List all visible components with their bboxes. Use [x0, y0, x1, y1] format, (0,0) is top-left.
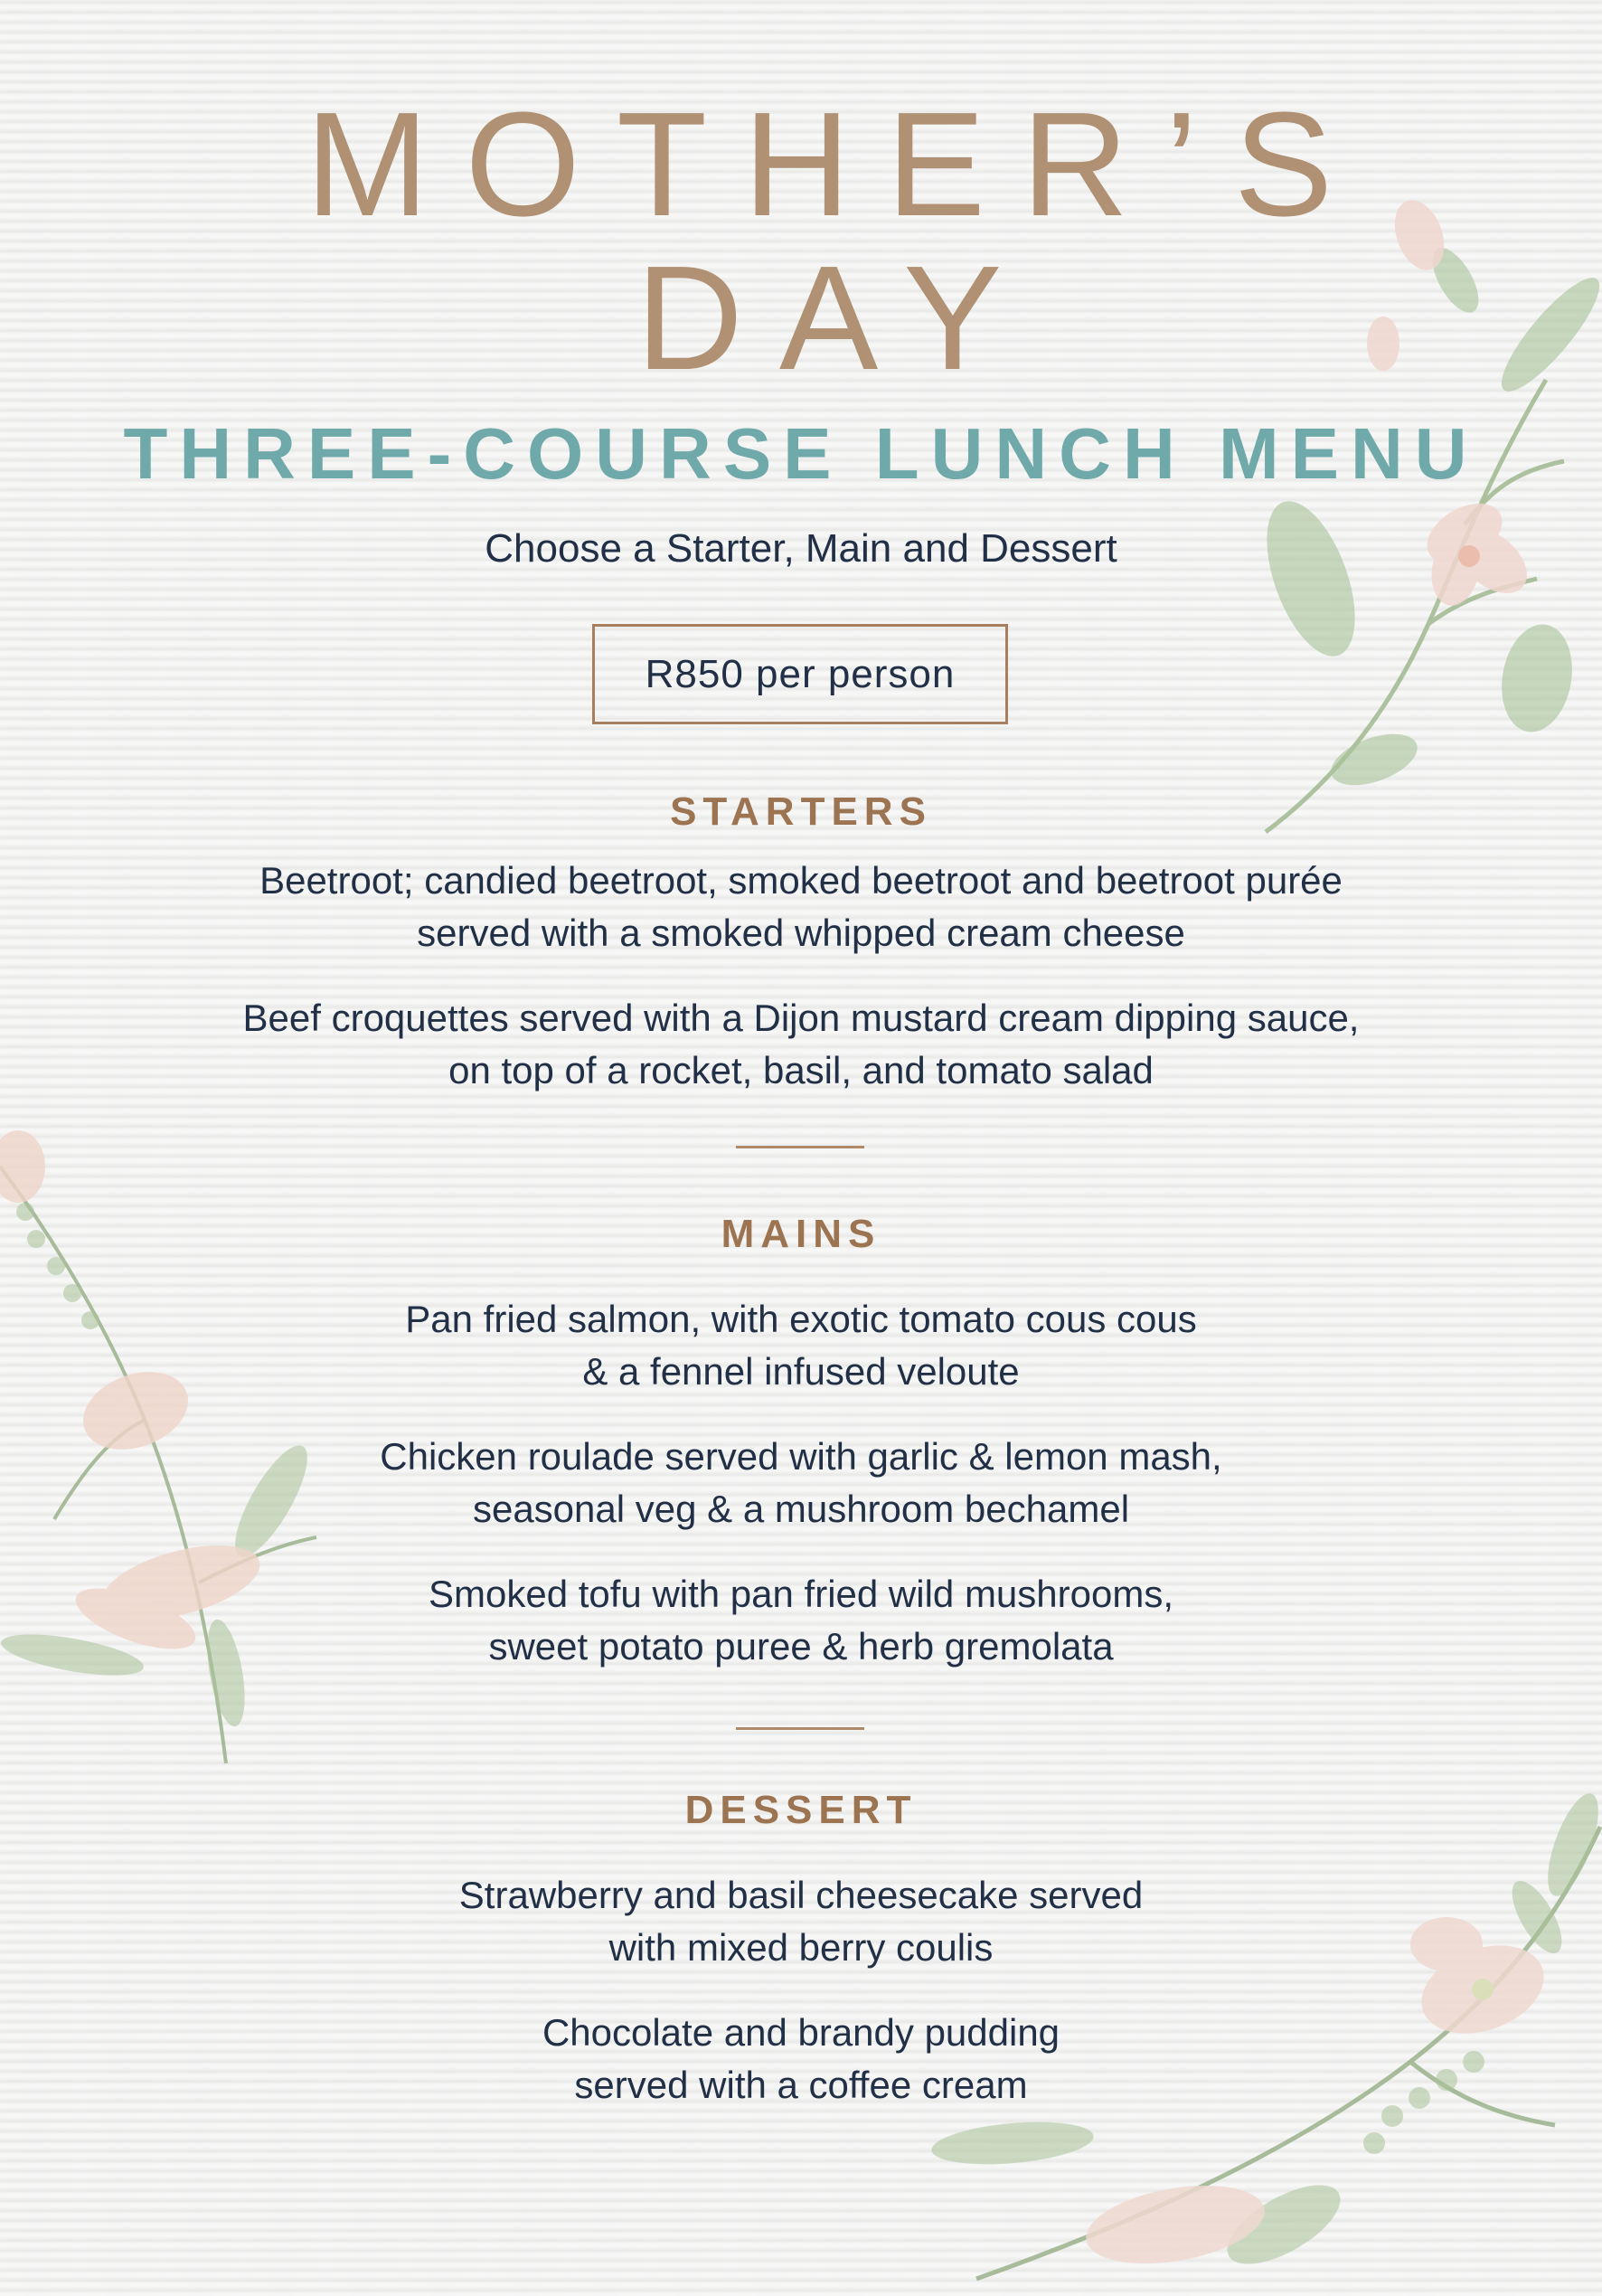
menu-item-line: Strawberry and basil cheesecake served: [458, 1874, 1144, 1916]
menu-item: [0, 1568, 1602, 1673]
menu-item-line: with mixed berry coulis: [608, 1926, 994, 1969]
menu-item-line: Beetroot; candied beetroot, smoked beetroot and beetroot purée: [259, 859, 1343, 902]
menu-item: [0, 2007, 1602, 2112]
menu-item-line: Smoked tofu with pan fried wild mushrooms,: [428, 1573, 1174, 1615]
menu-item-line: Pan fried salmon, with exotic tomato cous cous: [405, 1298, 1197, 1340]
menu-item-line: Beef croquettes served with a Dijon mustard cream dipping sauce,: [242, 997, 1360, 1039]
menu-item: [0, 855, 1602, 959]
menu-item-line: on top of a rocket, basil, and tomato salad: [448, 1049, 1154, 1091]
section-divider: [736, 1727, 864, 1730]
menu-item-line: served with a smoked whipped cream cheese: [417, 912, 1185, 954]
price-text: R850 per person: [645, 651, 956, 696]
menu-item-line: seasonal veg & a mushroom bechamel: [472, 1488, 1130, 1530]
menu-item-line: sweet potato puree & herb gremolata: [488, 1625, 1114, 1668]
menu-item-line: served with a coffee cream: [574, 2064, 1028, 2106]
menu-item: [0, 1293, 1602, 1398]
menu-item: [0, 1869, 1602, 1974]
menu-item-line: Chocolate and brandy pudding: [542, 2011, 1060, 2054]
price-badge: [592, 624, 1008, 724]
menu-item-line: Chicken roulade served with garlic & lemon mash,: [380, 1435, 1222, 1478]
title-line-1: MOTHER’S: [305, 81, 1370, 247]
menu-item-line: & a fennel infused veloute: [582, 1350, 1020, 1393]
menu-subtitle: THREE-COURSE LUNCH MENU: [123, 413, 1479, 494]
title-line-2: DAY: [636, 235, 1039, 401]
menu-item: [0, 1431, 1602, 1535]
menu-instruction: Choose a Starter, Main and Dessert: [485, 526, 1117, 571]
section-title-dessert: DESSERT: [684, 1788, 918, 1832]
menu-item: [0, 992, 1602, 1097]
section-title-starters: STARTERS: [670, 789, 932, 834]
section-divider: [736, 1146, 864, 1148]
section-title-mains: MAINS: [721, 1212, 881, 1256]
